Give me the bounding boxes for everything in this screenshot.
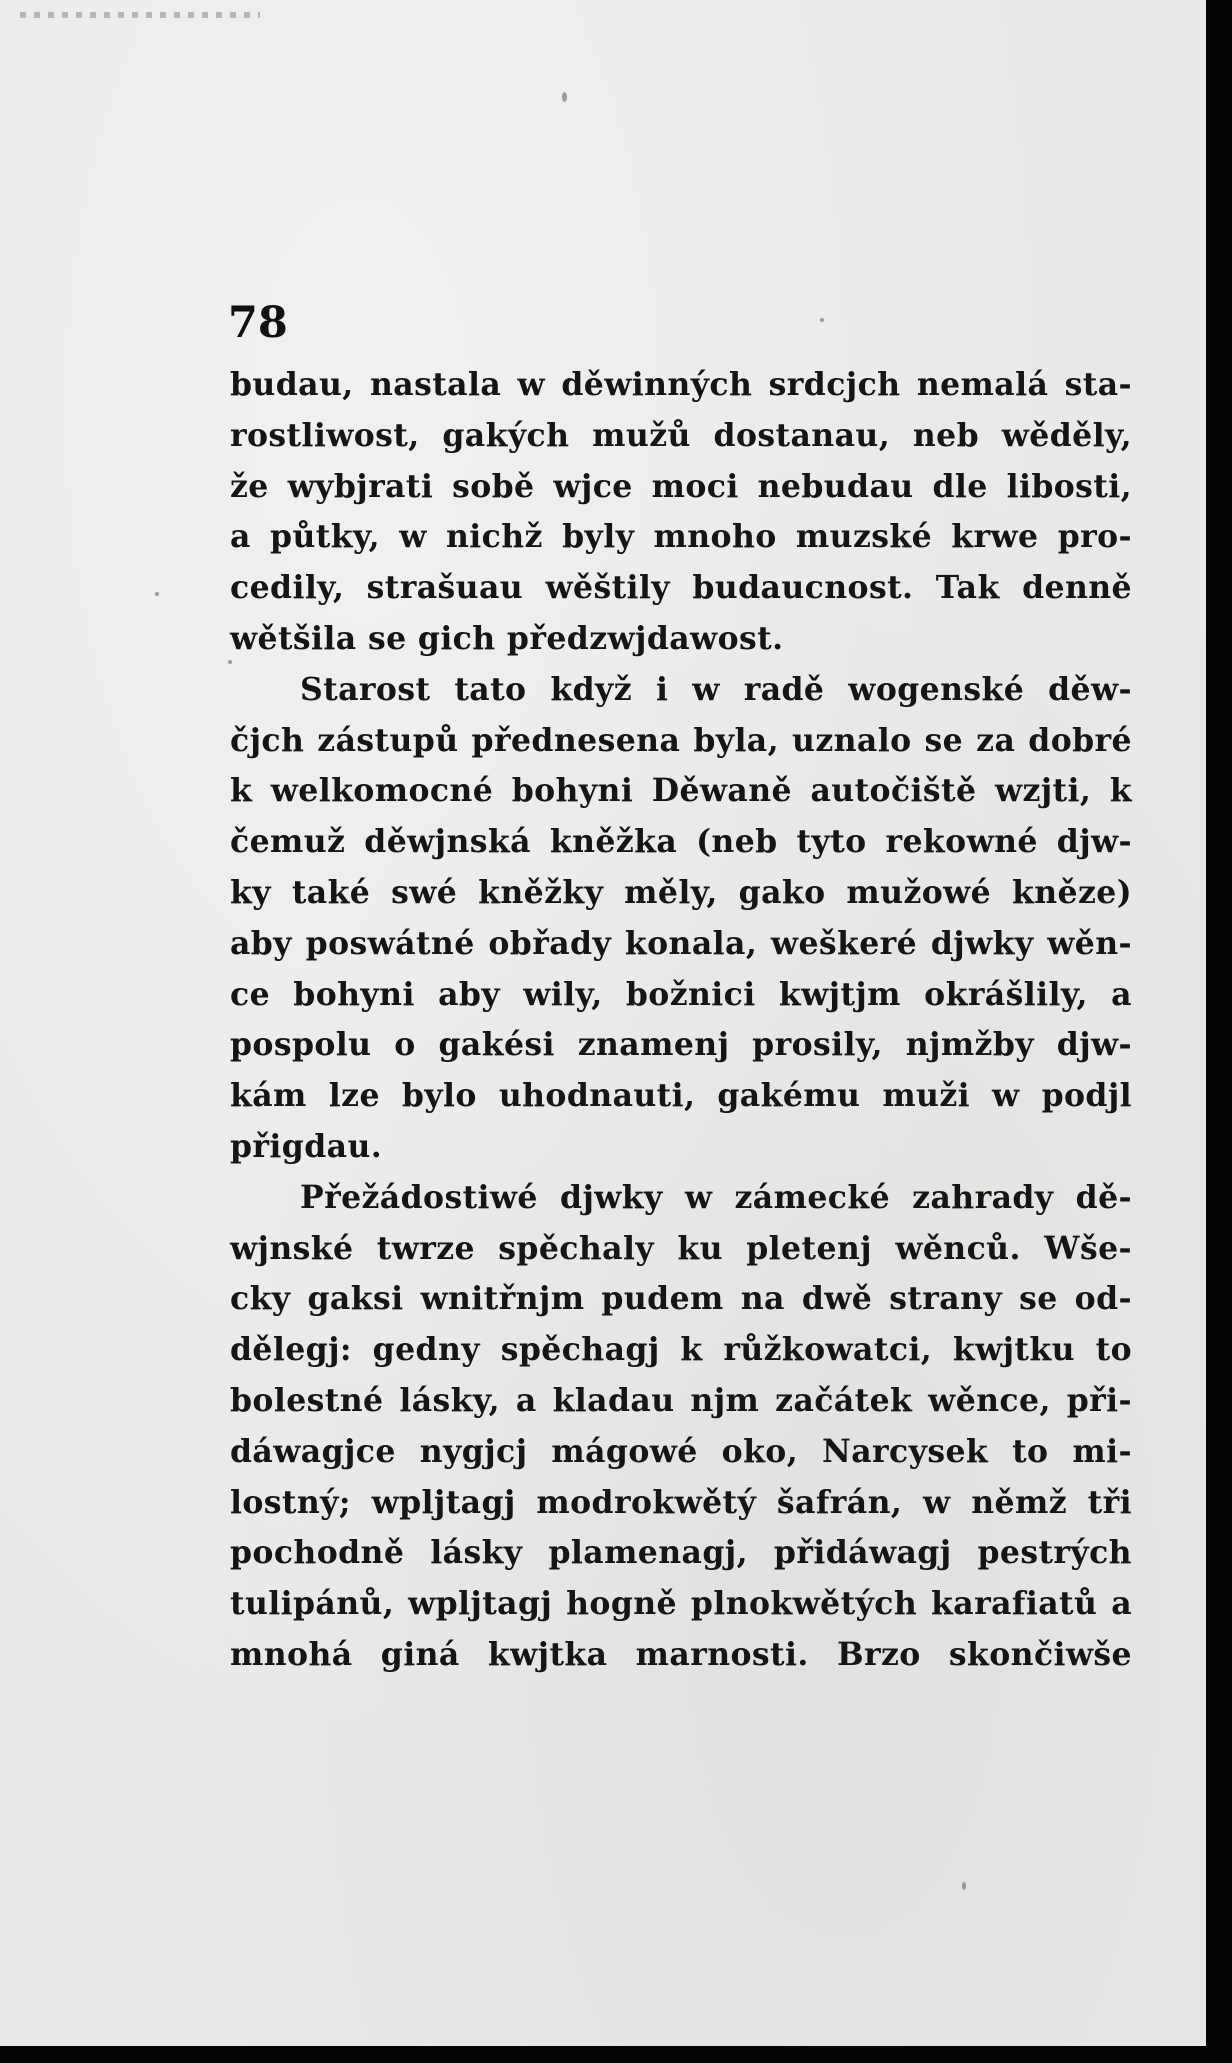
text-line: budau, nastala w děwinných srdcjch nemalá sta-	[230, 366, 1132, 403]
text-line: čemuž děwjnská kněžka (neb tyto rekowné djw-	[230, 823, 1132, 861]
text-line: wětšila se gich předzwjdawost.	[230, 619, 784, 657]
text-line: že wybjrati sobě wjce moci nebudau dle libosti,	[230, 467, 1132, 505]
scan-speck	[820, 318, 824, 322]
text-line: dáwagjce nygjcj mágowé oko, Narcysek to mi-	[230, 1432, 1132, 1470]
text-line: pospolu o gakési znamenj prosily, njmžby djw-	[230, 1026, 1132, 1064]
text-line: bolestné lásky, a kladau njm začátek wěnce, při-	[230, 1381, 1132, 1419]
body-text	[230, 360, 1132, 1681]
text-line: dělegj: gedny spěchagj k růžkowatci, kwjtku to	[230, 1331, 1132, 1369]
text-line: přigdau.	[230, 1127, 383, 1165]
text-line: wjnské twrze spěchaly ku pletenj wěnců. Wše-	[230, 1229, 1132, 1267]
scan-speckle-strip	[20, 12, 260, 18]
text-line: Přežádostiwé djwky w zámecké zahrady dě-	[300, 1178, 1132, 1216]
scan-speck	[562, 92, 567, 102]
scan-speck	[155, 592, 159, 596]
text-line: rostliwost, gakých mužů dostanau, neb wěděly,	[230, 416, 1132, 454]
scan-border-bottom	[0, 2046, 1232, 2063]
text-line: lostný; wpljtagj modrokwětý šafrán, w němž tři	[230, 1483, 1132, 1521]
text-line: ce bohyni aby wily, božnici kwjtjm okrášlily, a	[230, 975, 1132, 1013]
text-line: k welkomocné bohyni Děwaně autočiště wzjti, k	[230, 772, 1132, 810]
text-line: kám lze bylo uhodnauti, gakému muži w podjl	[230, 1077, 1132, 1115]
text-line: cedily, strašuau wěštily budaucnost. Tak denně	[230, 569, 1132, 607]
text-line: Starost tato když i w radě wogenské děw-	[300, 670, 1132, 708]
page-number: 78	[228, 298, 288, 348]
scan-border-right	[1206, 0, 1232, 2063]
scan-speck	[962, 1882, 966, 1890]
text-line: cky gaksi wnitřnjm pudem na dwě strany se od-	[230, 1280, 1132, 1318]
text-line: tulipánů, wpljtagj hogně plnokwětých karafiatů a	[230, 1585, 1132, 1623]
text-line: aby poswátné obřady konala, weškeré djwky wěn-	[230, 924, 1132, 962]
text-line: a půtky, w nichž byly mnoho muzské krwe pro-	[230, 518, 1132, 556]
text-line: pochodně lásky plamenagj, přidáwagj pestrých	[230, 1534, 1132, 1572]
text-line: čjch zástupů přednesena byla, uznalo se za dobré	[230, 721, 1132, 759]
text-line: mnohá giná kwjtka marnosti. Brzo skončiwše	[230, 1635, 1132, 1673]
text-line: ky také swé kněžky měly, gako mužowé kněze)	[230, 873, 1132, 911]
